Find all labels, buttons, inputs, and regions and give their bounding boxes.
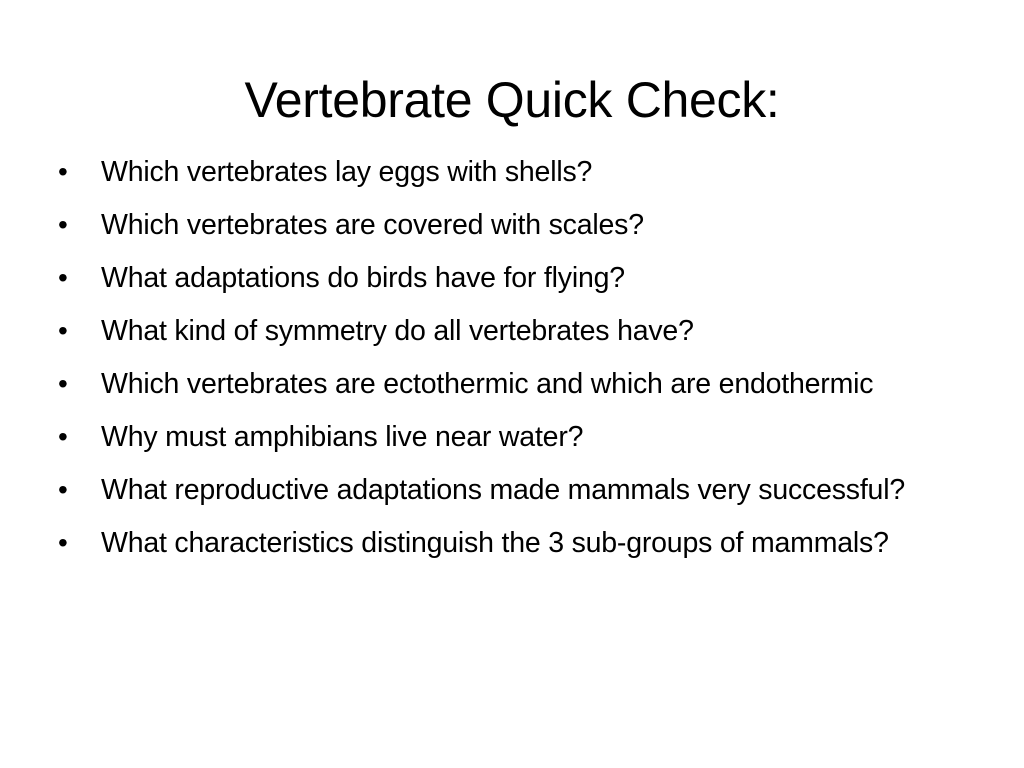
question-text: Which vertebrates are covered with scales? bbox=[101, 209, 644, 241]
question-text: What characteristics distinguish the 3 sub-groups of mammals? bbox=[101, 527, 889, 559]
list-item bbox=[56, 309, 936, 353]
question-list bbox=[56, 150, 936, 574]
bullet-icon: • bbox=[58, 421, 68, 452]
question-text: Which vertebrates are ectothermic and which are endothermic bbox=[101, 368, 874, 400]
question-text: What adaptations do birds have for flying? bbox=[101, 262, 625, 294]
list-item bbox=[56, 256, 936, 300]
bullet-icon: • bbox=[58, 209, 68, 240]
question-text: What reproductive adaptations made mammals very successful? bbox=[101, 474, 905, 506]
list-item bbox=[56, 150, 936, 194]
bullet-icon: • bbox=[58, 474, 68, 505]
list-item bbox=[56, 468, 936, 512]
question-text: Why must amphibians live near water? bbox=[101, 421, 584, 453]
list-item bbox=[56, 362, 936, 406]
list-item bbox=[56, 203, 936, 247]
bullet-icon: • bbox=[58, 527, 68, 558]
list-item bbox=[56, 521, 936, 565]
bullet-icon: • bbox=[58, 156, 68, 187]
list-item bbox=[56, 415, 936, 459]
question-text: Which vertebrates lay eggs with shells? bbox=[101, 156, 593, 188]
question-text: What kind of symmetry do all vertebrates have? bbox=[101, 315, 694, 347]
bullet-icon: • bbox=[58, 315, 68, 346]
bullet-icon: • bbox=[58, 262, 68, 293]
slide-title: Vertebrate Quick Check: bbox=[244, 72, 780, 128]
bullet-icon: • bbox=[58, 368, 68, 399]
